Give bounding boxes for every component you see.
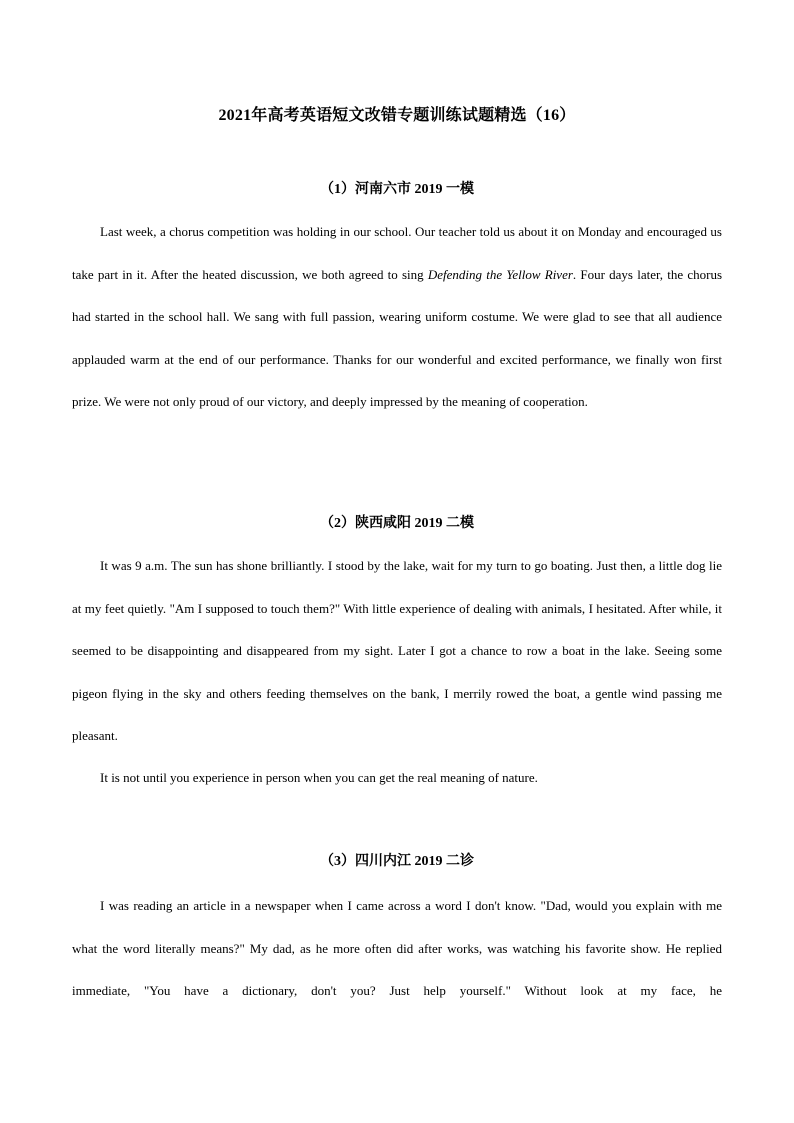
paragraph-text-before: Last week, a chorus competition was holding in our school. Our teacher told us about it on Monday and encouraged us take part in it. After the heated discussion, we both agreed to sing [72, 224, 722, 282]
section-heading-1: （1）河南六市 2019 一模 [320, 182, 474, 197]
section-2-paragraph-1: It was 9 a.m. The sun has shone brilliantly. I stood by the lake, wait for my turn to go boating. Just then, a little dog lie at my feet quietly. "Am I supposed to touch them?" With little experience of dealing with animals, I hesitated. After while, it seemed to be disappointing and disappeared from my sight. Later I got a chance to row a boat in the lake. Seeing some pigeon flying in the sky and others feeding themselves on the bank, I merrily rowed the boat, a gentle wind passing me pleasant. [72, 558, 722, 743]
paragraph-text-after: . Four days later, the chorus had started in the school hall. We sang with full passion, wearing uniform costume. We were glad to see that all audience applauded warm at the end of our performance. Thanks for our wonderful and excited performance, we finally won first prize. We were not only proud of our victory, and deeply impressed by the meaning of cooperation. [72, 266, 722, 409]
section-2-paragraph-2: It is not until you experience in person when you can get the real meaning of nature. [100, 770, 538, 785]
section-heading-2: （2）陕西咸阳 2019 二模 [320, 516, 474, 531]
section-3-paragraph-1: I was reading an article in a newspaper when I came across a word I don't know. "Dad, would you explain with me what the word literally means?" My dad, as he more often did after works, was watching his favorite show. He replied immediate, "You have a dictionary, don't you? Just help yourself." Without look at my face, he [72, 898, 722, 998]
document-title: 2021年高考英语短文改错专题训练试题精选（16） [218, 107, 576, 124]
song-title: Defending the Yellow River [427, 266, 573, 282]
section-1-paragraph [72, 211, 722, 424]
section-heading-3: （3）四川内江 2019 二诊 [320, 854, 474, 869]
